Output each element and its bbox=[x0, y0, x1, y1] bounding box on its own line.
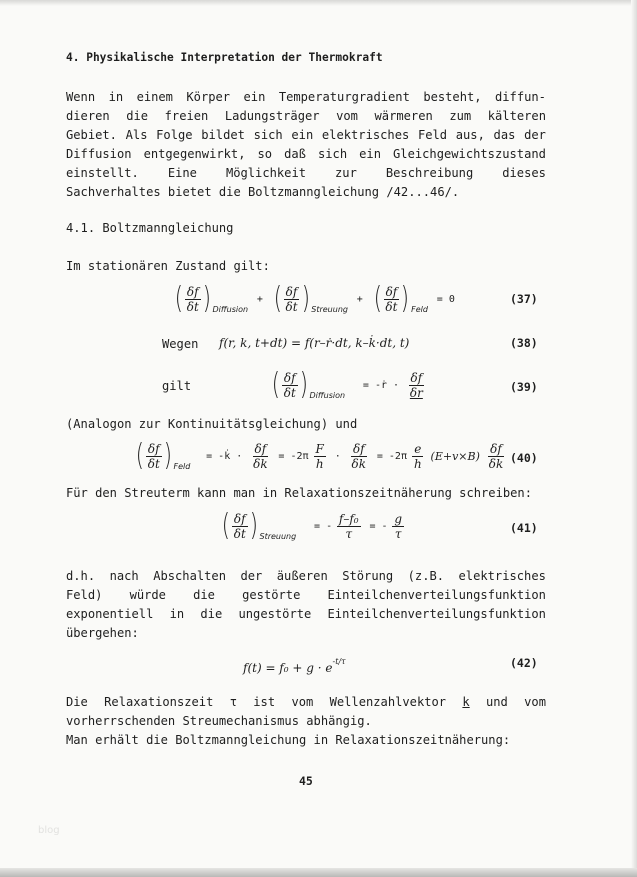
eq39-rhs-prefix: = -ṙ · bbox=[362, 379, 400, 391]
eq39-number: (39) bbox=[510, 380, 538, 394]
eq41-eq-1: = bbox=[314, 520, 321, 532]
word: τ bbox=[229, 695, 237, 709]
eq41-number: (41) bbox=[510, 521, 538, 535]
word: Temperaturgradient bbox=[278, 90, 410, 104]
eq37-den-1: δt bbox=[186, 299, 199, 314]
eq37-plus-1: + bbox=[256, 293, 263, 305]
page-number: 45 bbox=[299, 774, 313, 788]
word: einem bbox=[136, 90, 173, 104]
eq39-num: δf bbox=[283, 370, 296, 385]
eq37-plus-2: + bbox=[356, 293, 363, 305]
eq40-term1: = -k̇ · bbox=[206, 450, 243, 462]
dh-line-1 bbox=[66, 567, 546, 586]
eq37-sub-streuung: Streuung bbox=[311, 304, 348, 314]
eq40-F: F bbox=[315, 441, 324, 456]
section-heading: 4. Physikalische Interpretation der Thermokraft bbox=[66, 51, 383, 64]
word: Einteilchenverteilungsfunktion bbox=[327, 588, 546, 602]
word: Diffusion bbox=[66, 147, 132, 161]
eq40-dk-3: δk bbox=[488, 456, 504, 471]
eq39-rhs-num: δf bbox=[410, 370, 423, 385]
eq40-df-3: δf bbox=[490, 441, 502, 456]
eq42-number: (42) bbox=[510, 656, 538, 670]
eq40-term3: = -2π bbox=[376, 450, 407, 462]
eq40-lhs-num: δf bbox=[147, 441, 160, 456]
streuterm-text: Für den Streuterm kann man in Relaxationszeitnäherung schreiben: bbox=[66, 486, 532, 500]
relax-line-3: Man erhält die Boltzmanngleichung in Relaxationszeitnäherung: bbox=[66, 733, 511, 747]
eq39-sub-diffusion: Diffusion bbox=[309, 390, 346, 400]
word: kälteren bbox=[487, 109, 546, 123]
word: k bbox=[462, 695, 470, 709]
watermark: blog bbox=[38, 825, 60, 836]
eq41-frac2-den: τ bbox=[394, 526, 402, 541]
word: sich bbox=[253, 128, 283, 142]
eq40-sub-feld: Feld bbox=[173, 461, 191, 471]
eq40-field: (E+v×B) bbox=[430, 449, 480, 463]
dh-line-4: übergehen: bbox=[66, 626, 139, 640]
eq41-lhs-num: δf bbox=[233, 511, 246, 526]
intro-line-2 bbox=[66, 107, 546, 126]
word: entgegenwirkt, bbox=[143, 147, 246, 161]
eq37-equals: = 0 bbox=[436, 293, 455, 305]
eq38-number: (38) bbox=[510, 336, 538, 350]
word: ist bbox=[253, 695, 276, 709]
eq41-minus-1: - bbox=[326, 520, 333, 532]
word: äußeren bbox=[276, 569, 328, 583]
intro-line-3 bbox=[66, 126, 546, 145]
eq40-dk-1: δk bbox=[253, 456, 268, 471]
wegen-text: Wegen bbox=[162, 337, 199, 351]
word: dieren bbox=[66, 109, 110, 123]
word: d.h. bbox=[66, 569, 96, 583]
word: ein bbox=[243, 90, 266, 104]
relax-line-2: vorherrschenden Streumechanismus abhängig. bbox=[66, 714, 372, 728]
word: würde bbox=[129, 588, 166, 602]
word: in bbox=[108, 90, 124, 104]
word: Eine bbox=[167, 166, 197, 180]
word: Relaxationszeit bbox=[104, 695, 214, 709]
eq39-rhs-den: δr bbox=[409, 385, 423, 400]
word: die bbox=[200, 607, 223, 621]
word: Beschreibung bbox=[385, 166, 474, 180]
word: wärmeren bbox=[374, 109, 433, 123]
word: elektrisches bbox=[458, 569, 546, 583]
word: Körper bbox=[186, 90, 231, 104]
word: freien bbox=[164, 109, 209, 123]
word: vom bbox=[524, 695, 546, 709]
eq41-frac1-num: f–f₀ bbox=[338, 511, 359, 526]
stationary-text: Im stationären Zustand gilt: bbox=[66, 259, 270, 273]
intro-line-5 bbox=[66, 164, 546, 183]
equation-42 bbox=[243, 657, 346, 675]
word: diffun- bbox=[495, 90, 546, 104]
eq40-df-1: δf bbox=[254, 441, 267, 456]
eq40-lhs-den: δt bbox=[147, 456, 160, 471]
word: in bbox=[169, 607, 185, 621]
page-right-shadow bbox=[631, 0, 637, 877]
word: Gebiet. bbox=[66, 128, 117, 142]
dh-line-2 bbox=[66, 586, 546, 605]
word: Möglichkeit bbox=[225, 166, 307, 180]
word: Als bbox=[125, 128, 148, 142]
eq40-dot: · bbox=[334, 450, 341, 462]
word: so bbox=[257, 147, 273, 161]
eq40-e: e bbox=[414, 441, 422, 456]
page-bottom-edge bbox=[0, 868, 637, 877]
eq40-number: (40) bbox=[510, 451, 538, 465]
eq40-h-2: h bbox=[413, 456, 422, 471]
analogon-text: (Analogon zur Kontinuitätsgleichung) und bbox=[66, 417, 358, 431]
eq42-exponent: -t/τ bbox=[332, 657, 346, 666]
word: Abschalten bbox=[153, 569, 226, 583]
word: daß bbox=[284, 147, 306, 161]
eq41-minus-2: - bbox=[381, 520, 388, 532]
word: Wellenzahlvektor bbox=[329, 695, 447, 709]
word: Feld) bbox=[66, 588, 103, 602]
eq41-sub-streuung: Streuung bbox=[259, 531, 297, 541]
eq40-dk-2: δk bbox=[351, 456, 367, 471]
word: einstellt. bbox=[66, 166, 139, 180]
relax-paragraph bbox=[66, 693, 546, 750]
dh-paragraph bbox=[66, 567, 546, 643]
word: Einteilchenverteilungsfunktion bbox=[327, 607, 546, 621]
intro-line-1 bbox=[66, 88, 546, 107]
intro-paragraph bbox=[66, 88, 546, 202]
eq41-frac1-den: τ bbox=[345, 526, 353, 541]
word: das bbox=[493, 128, 516, 142]
word: aus, bbox=[455, 128, 485, 142]
word: Gleichgewichtszustand bbox=[393, 147, 546, 161]
eq37-num-2: δf bbox=[285, 284, 298, 299]
word: ein bbox=[359, 147, 381, 161]
eq41-eq-2: = bbox=[369, 520, 376, 532]
eq41-lhs-den: δt bbox=[233, 526, 246, 541]
equation-40: ( $\frac{\delta f}{\delta t}$ ) $_{Feld}$ = -k̇ · $\frac{\delta f}{\delta k}$ = -2π $\frac{F}{h}$ · $\frac{\delta f}{\delta k}$ = -2π $\frac{e}{h}$ (E+v×B) $\frac{\delta f}{\delta k}$ bbox=[135, 438, 504, 473]
equation-41: ( $\frac{\delta f}{\delta t}$ ) $_{Streuung}$ = - $\frac{\text{f–f₀}}{\tau}$ = - $\frac{g}{\tau}$ bbox=[221, 508, 403, 543]
word: exponentiell bbox=[66, 607, 154, 621]
word: zum bbox=[449, 109, 472, 123]
page-top-shadow bbox=[0, 0, 637, 6]
equation-38: f(r, k, t+dt) = f(r–ṙ·dt, k–k̇·dt, t) bbox=[219, 336, 410, 350]
word: ungestörte bbox=[238, 607, 312, 621]
word: vom bbox=[336, 109, 358, 123]
word: die bbox=[193, 588, 215, 602]
word: vom bbox=[291, 695, 314, 709]
equation-37: ( $\frac{\delta f}{\delta t}$ ) $_{Diffusion}$ + ( $\frac{\delta f}{\delta t}$ ) $_{Streuung}$ + ( $\frac{\delta f}{\delta t}$ ) $_{Feld}$ = 0 bbox=[174, 281, 455, 316]
word: Die bbox=[66, 695, 88, 709]
word: ein bbox=[291, 128, 314, 142]
eq42-formula: f(t) = f₀ + g · e bbox=[243, 661, 333, 675]
eq40-term2: = -2π bbox=[278, 450, 309, 462]
eq37-den-3: δt bbox=[385, 299, 398, 314]
word: gestörte bbox=[242, 588, 301, 602]
word: sich bbox=[318, 147, 348, 161]
relax-line-1 bbox=[66, 693, 546, 712]
word: zur bbox=[335, 166, 357, 180]
eq40-h-1: h bbox=[315, 456, 324, 471]
word: Folge bbox=[156, 128, 193, 142]
subsection-heading: 4.1. Boltzmanngleichung bbox=[66, 221, 234, 235]
intro-line-4 bbox=[66, 145, 546, 164]
eq37-den-2: δt bbox=[285, 299, 298, 314]
word: der bbox=[524, 128, 546, 142]
word: Störung bbox=[342, 569, 394, 583]
dh-line-3 bbox=[66, 605, 546, 624]
eq39-den: δt bbox=[283, 385, 296, 400]
gilt-text: gilt bbox=[162, 379, 192, 393]
word: (z.B. bbox=[407, 569, 445, 583]
word: dieses bbox=[502, 166, 546, 180]
intro-line-6: Sachverhaltes bietet die Boltzmanngleichung /42...46/. bbox=[66, 185, 460, 199]
eq37-num-1: δf bbox=[186, 284, 199, 299]
eq41-frac2-num: g bbox=[394, 511, 403, 526]
eq37-number: (37) bbox=[510, 292, 538, 306]
word: bildet bbox=[201, 128, 245, 142]
word: der bbox=[240, 569, 263, 583]
eq37-num-3: δf bbox=[385, 284, 398, 299]
word: die bbox=[126, 109, 149, 123]
eq37-sub-feld: Feld bbox=[411, 304, 428, 314]
word: Wenn bbox=[66, 90, 96, 104]
word: elektrisches bbox=[321, 128, 410, 142]
eq40-df-2: δf bbox=[352, 441, 365, 456]
word: Ladungsträger bbox=[224, 109, 320, 123]
word: und bbox=[486, 695, 508, 709]
word: nach bbox=[109, 569, 139, 583]
eq37-sub-diffusion: Diffusion bbox=[212, 304, 249, 314]
word: besteht, bbox=[423, 90, 482, 104]
equation-39: ( $\frac{\delta f}{\delta t}$ ) $_{Diffusion}$ = -ṙ · $\frac{\delta f}{\delta r}$ bbox=[271, 367, 423, 402]
word: Feld bbox=[417, 128, 448, 142]
